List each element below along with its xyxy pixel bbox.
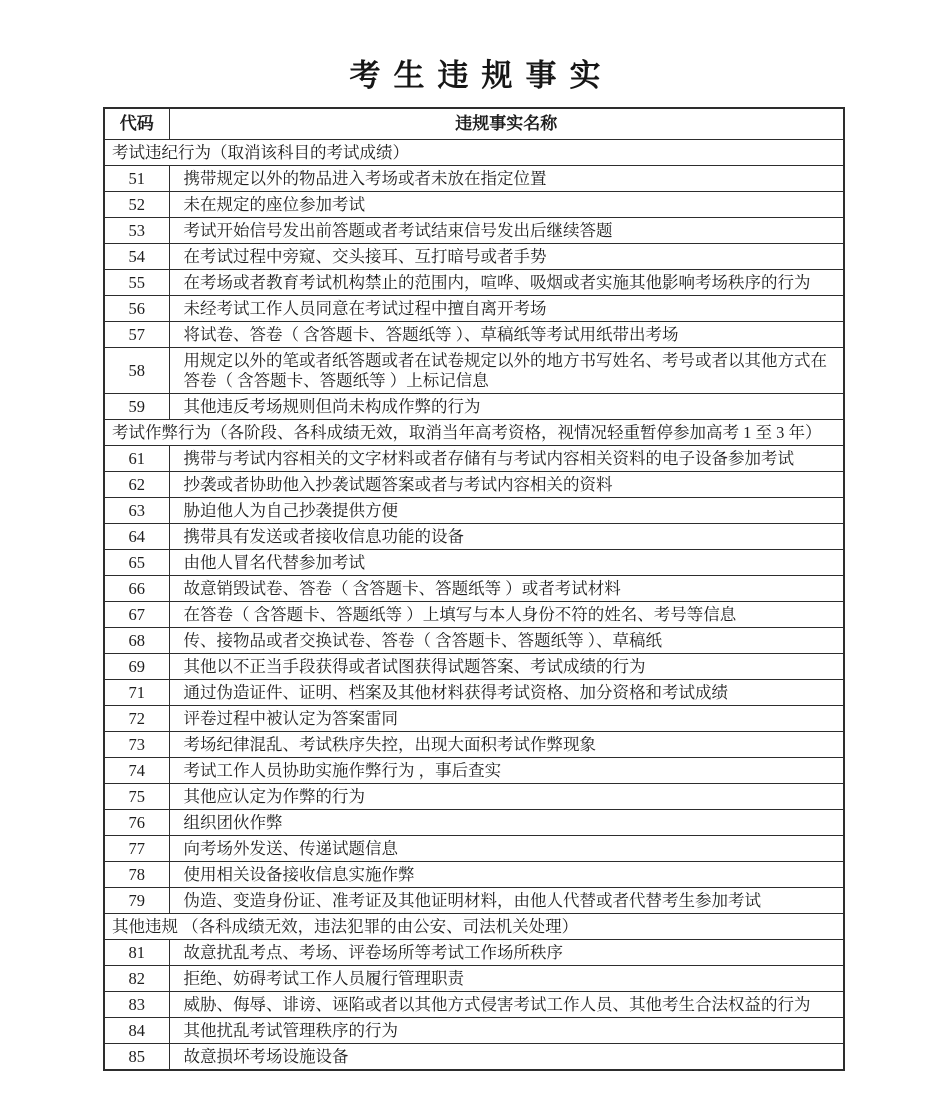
violation-row [104,1044,844,1071]
violation-name: 故意销毁试卷、答卷（ 含答题卡、答题纸等 ）或者考试材料 [169,576,844,602]
violation-code: 65 [104,550,169,576]
violation-row [104,322,844,348]
violation-name: 胁迫他人为自己抄袭提供方便 [169,498,844,524]
violation-code: 73 [104,732,169,758]
section-label: 其他违规 （各科成绩无效，违法犯罪的由公安、司法机关处理） [104,914,844,940]
violation-code: 82 [104,966,169,992]
violation-code: 57 [104,322,169,348]
violation-code: 55 [104,270,169,296]
violation-row [104,758,844,784]
violation-code: 77 [104,836,169,862]
section-header-row [104,914,844,940]
violation-code: 84 [104,1018,169,1044]
page-title: 考生违规事实 [349,58,614,93]
violation-code: 67 [104,602,169,628]
violation-code: 62 [104,472,169,498]
violation-code: 69 [104,654,169,680]
violation-name: 携带规定以外的物品进入考场或者未放在指定位置 [169,166,844,192]
violation-row [104,732,844,758]
violation-row [104,1018,844,1044]
violation-code: 64 [104,524,169,550]
violation-row [104,940,844,966]
violation-code: 59 [104,394,169,420]
violation-row [104,888,844,914]
violation-name: 伪造、变造身份证、准考证及其他证明材料，由他人代替或者代替考生参加考试 [169,888,844,914]
section-header-row [104,140,844,166]
section-label: 考试作弊行为（各阶段、各科成绩无效，取消当年高考资格，视情况轻重暂停参加高考 1 至 3 年） [104,420,844,446]
violation-name: 在考场或者教育考试机构禁止的范围内，喧哗、吸烟或者实施其他影响考场秩序的行为 [169,270,844,296]
violation-code: 56 [104,296,169,322]
violation-row [104,628,844,654]
violation-name: 其他应认定为作弊的行为 [169,784,844,810]
violation-row [104,810,844,836]
name-column-header: 违规事实名称 [169,108,844,140]
violation-code: 54 [104,244,169,270]
violation-row [104,862,844,888]
violation-row [104,192,844,218]
violation-name: 故意扰乱考点、考场、评卷场所等考试工作场所秩序 [169,940,844,966]
violation-code: 72 [104,706,169,732]
violation-name: 评卷过程中被认定为答案雷同 [169,706,844,732]
violation-row [104,472,844,498]
violation-row [104,680,844,706]
violation-name: 未经考试工作人员同意在考试过程中擅自离开考场 [169,296,844,322]
violation-code: 74 [104,758,169,784]
violation-code: 78 [104,862,169,888]
violation-facts-table [103,107,845,1071]
violation-row [104,836,844,862]
violation-row [104,550,844,576]
table-header-row [104,108,844,140]
violation-row [104,166,844,192]
violation-row [104,966,844,992]
violation-name: 考场纪律混乱、考试秩序失控，出现大面积考试作弊现象 [169,732,844,758]
violation-code: 76 [104,810,169,836]
section-header-row [104,420,844,446]
violation-code: 81 [104,940,169,966]
violation-row [104,218,844,244]
violation-name: 向考场外发送、传递试题信息 [169,836,844,862]
violation-code: 66 [104,576,169,602]
violation-name: 组织团伙作弊 [169,810,844,836]
violation-name: 由他人冒名代替参加考试 [169,550,844,576]
violation-row [104,524,844,550]
code-column-header: 代码 [104,108,169,140]
violation-row [104,576,844,602]
violation-name: 拒绝、妨碍考试工作人员履行管理职责 [169,966,844,992]
violation-row [104,348,844,394]
violation-name: 携带具有发送或者接收信息功能的设备 [169,524,844,550]
violation-code: 75 [104,784,169,810]
violation-name: 未在规定的座位参加考试 [169,192,844,218]
violation-row [104,706,844,732]
violation-code: 63 [104,498,169,524]
violation-code: 71 [104,680,169,706]
violation-name: 在考试过程中旁窥、交头接耳、互打暗号或者手势 [169,244,844,270]
violation-row [104,602,844,628]
violation-code: 51 [104,166,169,192]
violation-code: 79 [104,888,169,914]
violation-code: 52 [104,192,169,218]
violation-row [104,244,844,270]
violation-code: 85 [104,1044,169,1071]
violation-row [104,296,844,322]
violation-row [104,270,844,296]
violation-name: 传、接物品或者交换试卷、答卷（ 含答题卡、答题纸等 ）、草稿纸 [169,628,844,654]
violation-name: 通过伪造证件、证明、档案及其他材料获得考试资格、加分资格和考试成绩 [169,680,844,706]
violation-name: 考试工作人员协助实施作弊行为 ，事后查实 [169,758,844,784]
table-body [104,140,844,1071]
violation-code: 61 [104,446,169,472]
violation-code: 53 [104,218,169,244]
violation-row [104,992,844,1018]
violation-code: 68 [104,628,169,654]
violation-code: 83 [104,992,169,1018]
violation-row [104,498,844,524]
violation-name: 用规定以外的笔或者纸答题或者在试卷规定以外的地方书写姓名、考号或者以其他方式在答卷（ 含答题卡、答题纸等 ）上标记信息 [169,348,844,394]
violation-name: 其他以不正当手段获得或者试图获得试题答案、考试成绩的行为 [169,654,844,680]
violation-row [104,394,844,420]
violation-name: 考试开始信号发出前答题或者考试结束信号发出后继续答题 [169,218,844,244]
violation-name: 在答卷（ 含答题卡、答题纸等 ）上填写与本人身份不符的姓名、考号等信息 [169,602,844,628]
violation-name: 抄袭或者协助他入抄袭试题答案或者与考试内容相关的资料 [169,472,844,498]
violation-code: 58 [104,348,169,394]
violation-row [104,446,844,472]
violation-name: 其他违反考场规则但尚未构成作弊的行为 [169,394,844,420]
violation-name: 故意损坏考场设施设备 [169,1044,844,1071]
section-label: 考试违纪行为（取消该科目的考试成绩） [104,140,844,166]
violation-name: 威胁、侮辱、诽谤、诬陷或者以其他方式侵害考试工作人员、其他考生合法权益的行为 [169,992,844,1018]
violation-row [104,784,844,810]
violation-row [104,654,844,680]
violation-name: 使用相关设备接收信息实施作弊 [169,862,844,888]
violation-name: 将试卷、答卷（ 含答题卡、答题纸等 ）、草稿纸等考试用纸带出考场 [169,322,844,348]
violation-name: 携带与考试内容相关的文字材料或者存储有与考试内容相关资料的电子设备参加考试 [169,446,844,472]
violation-name: 其他扰乱考试管理秩序的行为 [169,1018,844,1044]
